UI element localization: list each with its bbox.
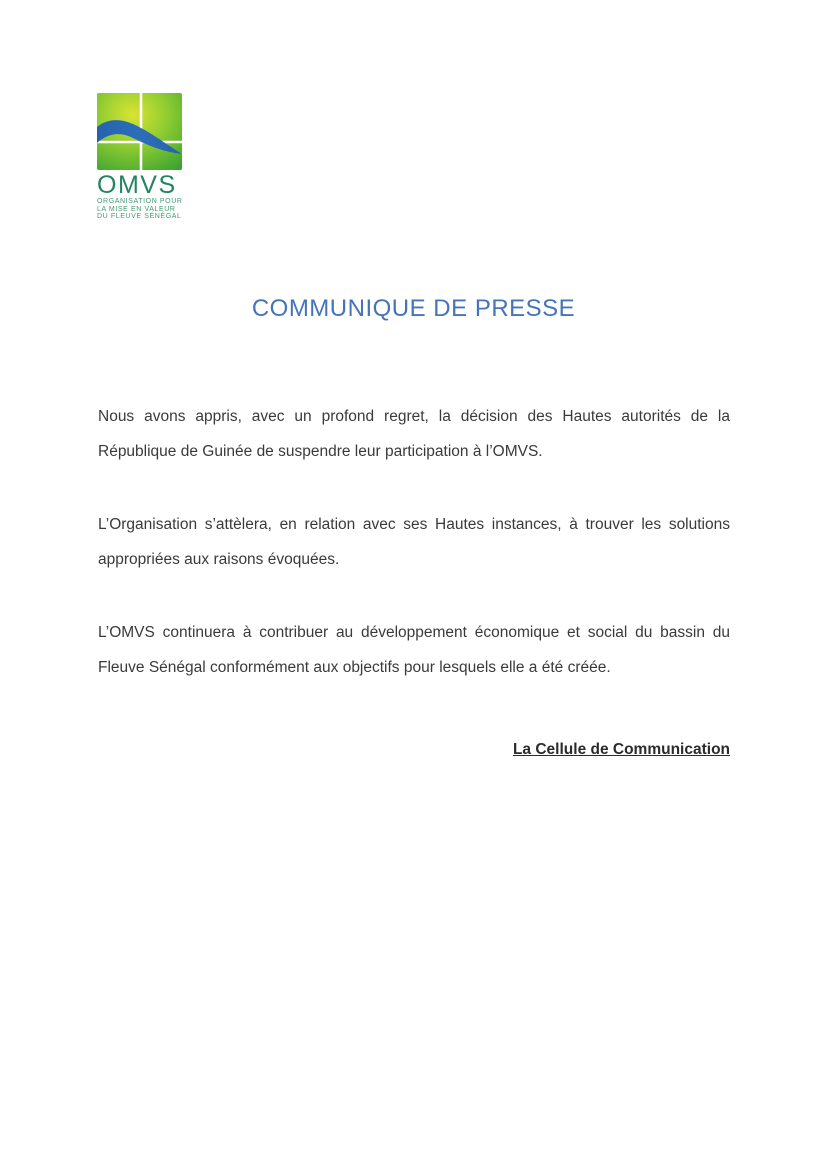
document-body	[98, 399, 730, 759]
signature-text: La Cellule de Communication	[512, 741, 730, 758]
paragraph-1: Nous avons appris, avec un profond regret, la décision des Hautes autorités de la République de Guinée de suspendre leur participation à l’OMVS.	[98, 408, 730, 460]
omvs-logo-orgline-3: DU FLEUVE SÉNÉGAL	[97, 212, 182, 220]
omvs-logo-acronym: OMVS	[97, 171, 177, 199]
paragraph-2: L’Organisation s’attèlera, en relation avec ses Hautes instances, à trouver les solutions appropriées aux raisons évoquées.	[98, 516, 730, 568]
paragraph-3: L’OMVS continuera à contribuer au développement économique et social du bassin du Fleuve Sénégal conformément aux objectifs pour lesquels elle a été créée.	[98, 624, 730, 676]
omvs-logo	[97, 93, 187, 220]
omvs-logo-orgline-2: LA MISE EN VALEUR	[97, 205, 176, 213]
omvs-logo-orgline-1: ORGANISATION POUR	[97, 198, 183, 206]
document-title: COMMUNIQUE DE PRESSE	[251, 295, 576, 322]
signature-line	[98, 741, 730, 759]
omvs-logo-icon	[97, 93, 182, 170]
